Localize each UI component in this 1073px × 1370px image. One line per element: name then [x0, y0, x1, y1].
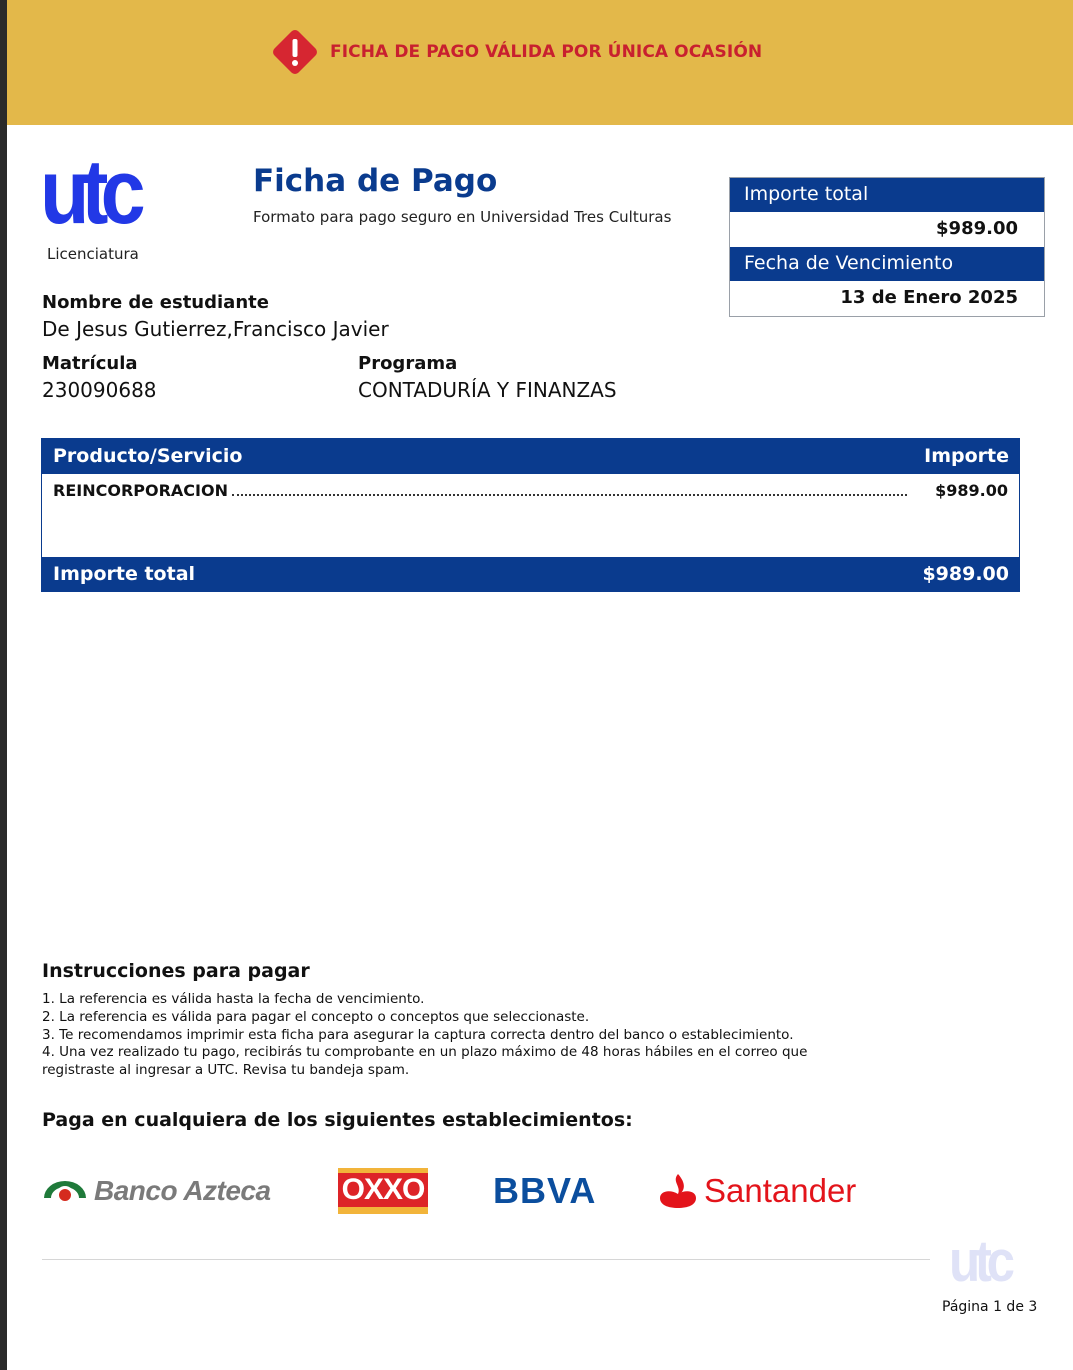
summary-due-value: 13 de Enero 2025: [840, 287, 1018, 308]
table-header: [42, 439, 1019, 474]
azteca-emblem-icon: [42, 1176, 88, 1206]
banco-azteca-logo: [42, 1166, 271, 1216]
instruction-item: 3. Te recomendamos imprimir esta ficha para asegurar la captura correcta dentro del banco o establecimiento.: [42, 1026, 794, 1043]
student-name-value: De Jesus Gutierrez,Francisco Javier: [42, 317, 389, 341]
bank-name: OXXO: [341, 1173, 425, 1206]
footer-divider: [42, 1259, 930, 1260]
program-value: CONTADURÍA Y FINANZAS: [358, 378, 617, 402]
table-row: [53, 481, 1008, 500]
row-amount: $989.00: [935, 481, 1008, 500]
instruction-item: 2. La referencia es válida para pagar el concepto o conceptos que seleccionaste.: [42, 1008, 590, 1025]
bank-name: Santander: [704, 1172, 857, 1209]
summary-total-value: $989.00: [936, 218, 1018, 239]
table-total-value: $989.00: [922, 563, 1009, 585]
page-subtitle: Formato para pago seguro en Universidad Tres Culturas: [253, 208, 672, 226]
col-amount-header: Importe: [924, 445, 1009, 467]
page-number: Página 1 de 3: [942, 1299, 1038, 1315]
bank-name: Banco Azteca: [94, 1175, 271, 1206]
table-total-label: Importe total: [53, 563, 196, 585]
banner-text: FICHA DE PAGO VÁLIDA POR ÚNICA OCASIÓN: [330, 42, 763, 62]
logo-subtitle: Licenciatura: [47, 245, 139, 263]
student-id-label: Matrícula: [42, 353, 138, 374]
utc-logo: [40, 141, 151, 243]
student-id-value: 230090688: [42, 378, 157, 402]
col-product-header: Producto/Servicio: [53, 445, 243, 467]
bank-name: BBVA: [493, 1170, 597, 1211]
footer-logo: utc: [949, 1229, 1010, 1294]
payment-title: Paga en cualquiera de los siguientes establecimientos:: [42, 1109, 633, 1131]
charges-table: [41, 438, 1020, 592]
santander-logo: [658, 1166, 856, 1216]
instruction-item: 1. La referencia es válida hasta la fecha de vencimiento.: [42, 991, 425, 1007]
bbva-logo: [493, 1166, 596, 1216]
dot-leader: [232, 494, 907, 496]
row-product: REINCORPORACION: [53, 481, 228, 500]
left-edge: [0, 0, 7, 1370]
summary-due-label: Fecha de Vencimiento: [730, 247, 1044, 281]
instructions-title: Instrucciones para pagar: [42, 960, 310, 982]
summary-total-label: Importe total: [730, 178, 1044, 212]
instructions-list: [42, 991, 862, 1080]
logo-text: utc: [40, 141, 138, 243]
warning-diamond-icon: [269, 26, 321, 78]
oxxo-logo: [338, 1166, 428, 1216]
santander-flame-icon: [658, 1172, 698, 1210]
table-footer: [42, 557, 1019, 591]
payment-summary-box: [729, 177, 1045, 317]
instruction-item: 4. Una vez realizado tu pago, recibirás tu comprobante en un plazo máximo de 48 horas hábiles en el correo que registraste al ingresar a UTC. Revisa tu bandeja spam.: [42, 1044, 808, 1079]
page-title: Ficha de Pago: [253, 163, 498, 199]
warning-banner: [7, 0, 1073, 125]
student-name-label: Nombre de estudiante: [42, 292, 269, 313]
program-label: Programa: [358, 353, 458, 374]
